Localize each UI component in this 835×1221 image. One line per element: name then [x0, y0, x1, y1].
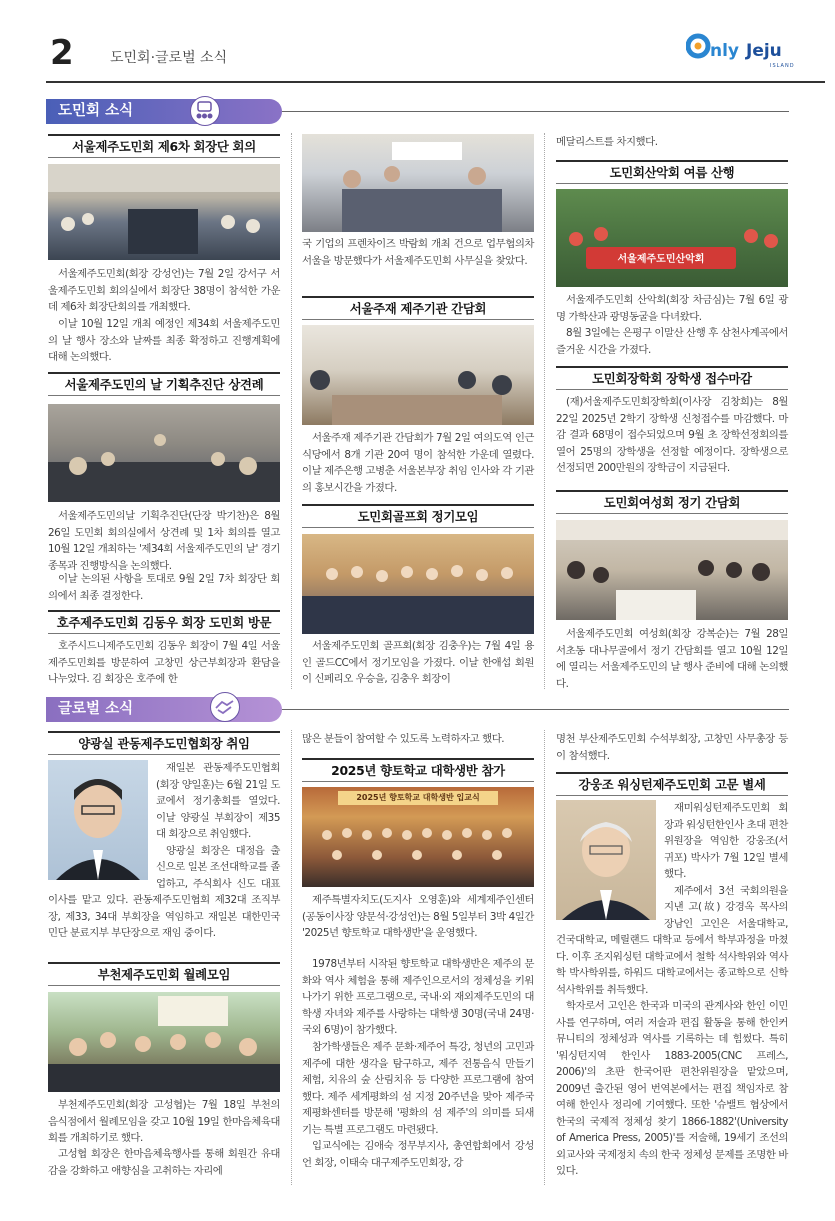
header-section-title: 도민회·글로벌 소식	[110, 50, 228, 66]
article-g4-body	[556, 800, 788, 1180]
meeting-photo	[302, 325, 534, 425]
column-divider	[544, 133, 545, 689]
event-banner: 2025년 향토학교 대학생반 입교식	[338, 791, 498, 805]
column-divider	[291, 730, 292, 1185]
article-body: 서울제주도민의날 기획추진단(단장 박기찬)은 8월 26일 도민회 회의실에서 상견례 및 1차 회의를 열고 10월 12일 개최하는 '제34회 서울제주도민의 날' 경기종목과 진행방식을 논의했다.	[48, 510, 280, 572]
svg-text:서울제주도민산악회: 서울제주도민산악회	[617, 254, 705, 265]
article-body: 8월 3일에는 은평구 이말산 산행 후 삼천사계곡에서 즐거운 시간을 가졌다.	[556, 327, 788, 356]
meeting-photo	[302, 134, 534, 232]
section-global-news: 글로벌 소식	[46, 697, 282, 722]
article-body: (재)서울제주도민회장학회(이사장 김창희)는 8월 22일 2025년 2학기 장학생 신청접수를 마감했다. 마감 결과 68명이 접수되었으며 9월 초 장학선정회의를 열어 25명의 장학생을 선정할 예정이다. 장학생으로 선정되면 200만원의 장학금이 지급된다.	[556, 396, 788, 474]
article-body: 고성협 회장은 한마음체육행사를 통해 회원간 유대감을 강화하고 애향심을 고취하는 자리에	[48, 1148, 280, 1177]
article-body: 양광실 회장은 대정읍 출신으로 일본 조선대학교를 졸업하고, 주식회사 신도 대표이사를 맡고 있다. 관동제주도민협회 제32대 조직부장, 제33, 34대 부회장을 역임하고 재일본 대한민국 민단 분료지부 부단장으로 재임 중이다.	[48, 844, 280, 939]
only-jeju-logo	[686, 30, 796, 74]
article-title: 도민회골프회 정기모임	[302, 504, 534, 528]
column-divider	[291, 133, 292, 689]
article-g1-body	[48, 760, 280, 942]
article-title: 2025년 향토학교 대학생반 참가	[302, 758, 534, 782]
article-title: 서울제주도민의 날 기획추진단 상견례	[48, 372, 280, 396]
meeting-photo	[48, 164, 280, 260]
article-title: 서울제주도민회 제6차 회장단 회의	[48, 134, 280, 158]
article-body: 제주특별자치도(도지사 오영훈)와 세계제주인센터(공동이사장 양문석·강성언)는 8월 5일부터 3박 4일간 '2025년 향토학교 대학생반'을 운영했다.	[302, 894, 534, 939]
section-rule	[282, 709, 789, 710]
article-title: 양광실 관동제주도민협회장 취임	[48, 731, 280, 755]
article-title: 서울주재 제주기관 간담회	[302, 296, 534, 320]
article-body: 학자로서 고인은 한국과 미국의 관계사와 한인 이민사를 연구하며, 여러 저술과 편집 활동을 통해 한인커뮤니티의 정체성과 역사를 기록하는 데 힘썼다. 특히 '워싱턴지역 한인사 1883-2005(CNC 프레스, 2006)'의 초판 한국어판 편찬위원장을 맡았으며, 2009년 출간된 영어 번역본에서는 편집 책임자로 참여해 한인사 정리에 기여했다. 또한 '슈밸트 협상에서 한국의 국제적 정체성 찾기 1866-1882'(University of America Press, 2005)'를 저술해, 19세기 조선의 외교사와 국제정치 속의 한국 정체성 문제를 조명한 바 있다.	[556, 1000, 788, 1177]
article-body: 서울제주도민회(회장 강성언)는 7월 2일 강서구 서울제주도민회 회의실에서 회장단 38명이 참석한 가운데 제6차 회장단회의를 개최했다.	[48, 268, 280, 313]
svg-text:nly: nly	[710, 41, 740, 61]
article-body: 호주시드니제주도민회 김동우 회장이 7월 4일 서울제주도민회를 방문하여 고창민 상근부회장과 환담을 나누었다. 김 회장은 호주에 한	[48, 640, 280, 685]
group-photo	[556, 520, 788, 620]
article-body: 이날 10월 12일 개최 예정인 제34회 서울제주도민의 날 행사 장소와 날짜를 최종 확정하고 진행계획에 대해 논의했다.	[48, 318, 280, 363]
article-body: 이날 논의된 사항을 토대로 9월 2일 7차 회장단 회의에서 최종 결정한다.	[48, 573, 280, 602]
article-body: 서울제주도민회 골프회(회장 김충우)는 7월 4일 용인 골드CC에서 정기모임을 가졌다. 이날 한애섭 회원이 신페리오 우승을, 김충우 회장이	[302, 640, 534, 685]
article-title: 도민회여성회 정기 간담회	[556, 490, 788, 514]
article-title: 강웅조 워싱턴제주도민회 고문 별세	[556, 772, 788, 796]
svg-text:ISLAND: ISLAND	[770, 63, 795, 69]
article-body: 메달리스트를 차지했다.	[556, 136, 658, 148]
group-photo	[302, 787, 534, 887]
section-rule	[282, 111, 789, 112]
article-title: 도민회장학회 장학생 접수마감	[556, 366, 788, 390]
portrait-photo	[48, 760, 148, 880]
handshake-icon	[210, 692, 240, 722]
article-body: 서울제주도민회 산악회(회장 차금심)는 7월 6일 광명 가학산과 광명동굴을 다녀왔다.	[556, 294, 788, 323]
article-body: 제주에서 3선 국회의원을 지낸 고(故) 강경옥 목사의 장남인 고인은 서울대학교, 건국대학교, 메릴랜드 대학교 등에서 학부과정을 마쳤다. 이후 조지워싱턴 대학교에서 철학 석사학위와 역사학 박사학위를, 하워드 대학교에서는 종교학으로 신학 석사학위를 취득했다.	[556, 884, 788, 996]
svg-text:Jeju: Jeju	[746, 41, 782, 61]
group-photo	[302, 534, 534, 634]
article-body: 서울주재 제주기관 간담회가 7월 2일 여의도역 인근 식당에서 8개 기관 20여 명이 참석한 가운데 열렸다. 이날 제주은행 고병춘 서울본부장 취임 인사와 각 기관의 홍보시간을 가졌다.	[302, 432, 534, 494]
article-body: 부천제주도민회(회장 고성협)는 7월 18일 부천의 음식점에서 월례모임을 갖고 10월 19일 한마음체육대회를 개최하기로 했다.	[48, 1099, 280, 1144]
section-domin-news: 도민회 소식	[46, 99, 282, 124]
article-body: 입교식에는 김애숙 정무부지사, 총연합회에서 강성언 회장, 이태숙 대구제주도민회장, 강	[302, 1140, 534, 1169]
page-number: 2	[50, 33, 73, 73]
article-title: 부천제주도민회 월례모임	[48, 962, 280, 986]
group-photo	[48, 992, 280, 1092]
hiking-group-photo	[556, 189, 788, 287]
community-icon	[190, 96, 220, 126]
header-rule	[46, 81, 825, 83]
article-body: 많은 분들이 참여할 수 있도록 노력하자고 했다.	[302, 733, 505, 745]
article-body: 명천 부산제주도민회 수석부회장, 고창민 사무총장 등이 참석했다.	[556, 733, 788, 762]
column-divider	[544, 730, 545, 1185]
article-title: 호주제주도민회 김동우 회장 도민회 방문	[48, 610, 280, 634]
meeting-photo	[48, 404, 280, 502]
article-body: 서울제주도민회 여성회(회장 강복순)는 7월 28일 서초동 대나무골에서 정기 간담회를 열고 10월 12일에 열리는 서울제주도민의 날 행사 준비에 대해 논의했다.	[556, 628, 788, 690]
article-body: 국 기업의 프렌차이즈 박람회 개최 건으로 업무협의차 서울을 방문했다가 서울제주도민회 사무실을 찾았다.	[302, 238, 534, 267]
article-body: 참가학생들은 제주 문화·제주어 특강, 청년의 고민과 제주에 대한 생각을 탐구하고, 제주 전통음식 만들기 체험, 치유의 숲 산림치유 등 다양한 프로그램에 참여했다. 제주 세계평화의 섬 지정 20주년을 맞아 제주국제평화센터를 방문해 '평화의 섬 제주'의 의미를 되새기는 특별 프로그램도 마련됐다.	[302, 1041, 534, 1136]
article-title: 도민회산악회 여름 산행	[556, 160, 788, 184]
article-body: 재미워싱턴제주도민회 회장과 워싱턴한인사 초대 편찬위원장을 역임한 강웅조(서귀포) 박사가 7월 12일 별세했다.	[664, 802, 788, 880]
article-body: 재일본 관동제주도민협회(회장 양일훈)는 6월 21일 도쿄에서 정기총회를 열었다. 이날 양광실 부회장이 제35대 회장으로 취임했다.	[156, 762, 280, 840]
portrait-photo	[556, 800, 656, 920]
article-body: 1978년부터 시작된 향토학교 대학생반은 제주의 문화와 역사 체험을 통해 제주인으로서의 정체성을 키워나가기 위한 프로그램으로, 국내·외 재외제주도민의 대학생 자녀와 제주를 사랑하는 대학생 30명(국내 24명·국외 6명)이 참가했다.	[302, 958, 534, 1036]
